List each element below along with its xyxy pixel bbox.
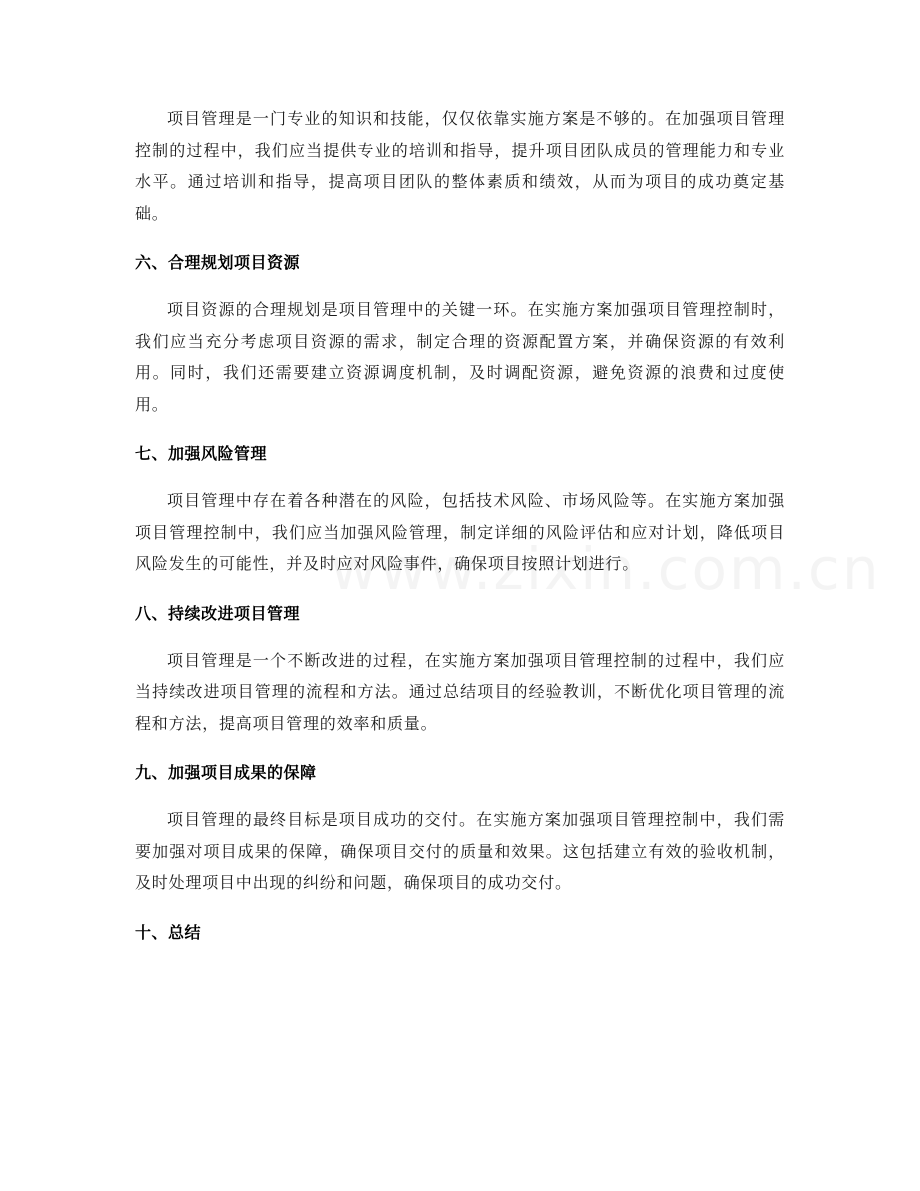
paragraph-improvement: 项目管理是一个不断改进的过程，在实施方案加强项目管理控制的过程中，我们应当持续改进项目管理的流程和方法。通过总结项目的经验教训，不断优化项目管理的流程和方法，提高项目管理的效率和质量。 [135,650,785,733]
section-heading-resources: 六、合理规划项目资源 [135,253,301,272]
spacer [135,420,785,438]
spacer [135,739,785,757]
section-heading-summary: 十、总结 [135,922,202,942]
paragraph-risk: 项目管理中存在着各种潜在的风险，包括技术风险、市场风险等。在实施方案加强项目管理控制中，我们应当加强风险管理，制定详细的风险评估和应对计划，降低项目风险发生的可能性，并及时应对风险事件，确保项目按照计划进行。 [135,491,785,573]
paragraph-resources: 项目资源的合理规划是项目管理中的关键一环。在实施方案加强项目管理控制时，我们应当充分考虑项目资源的需求，制定合理的资源配置方案，并确保资源的有效利用。同时，我们还需要建立资源调度机制，及时调配资源，避免资源的浪费和过度使用。 [135,300,785,414]
section-heading-deliverables: 九、加强项目成果的保障 [135,763,317,782]
document-body [135,103,785,948]
spacer [135,580,785,598]
spacer [135,899,785,917]
spacer [135,629,785,645]
spacer [135,469,785,485]
spacer [135,788,785,804]
spacer [135,278,785,294]
paragraph-deliverables: 项目管理的最终目标是项目成功的交付。在实施方案加强项目管理控制中，我们需要加强对项目成果的保障，确保项目交付的质量和效果。这包括建立有效的验收机制，及时处理项目中出现的纠纷和问题，确保项目的成功交付。 [135,810,785,892]
section-heading-risk: 七、加强风险管理 [135,444,268,463]
spacer [135,229,785,247]
paragraph-training: 项目管理是一门专业的知识和技能，仅仅依靠实施方案是不够的。在加强项目管理控制的过程中，我们应当提供专业的培训和指导，提升项目团队成员的管理能力和专业水平。通过培训和指导，提高项目团队的整体素质和绩效，从而为项目的成功奠定基础。 [135,109,785,223]
section-heading-improvement: 八、持续改进项目管理 [135,603,301,623]
